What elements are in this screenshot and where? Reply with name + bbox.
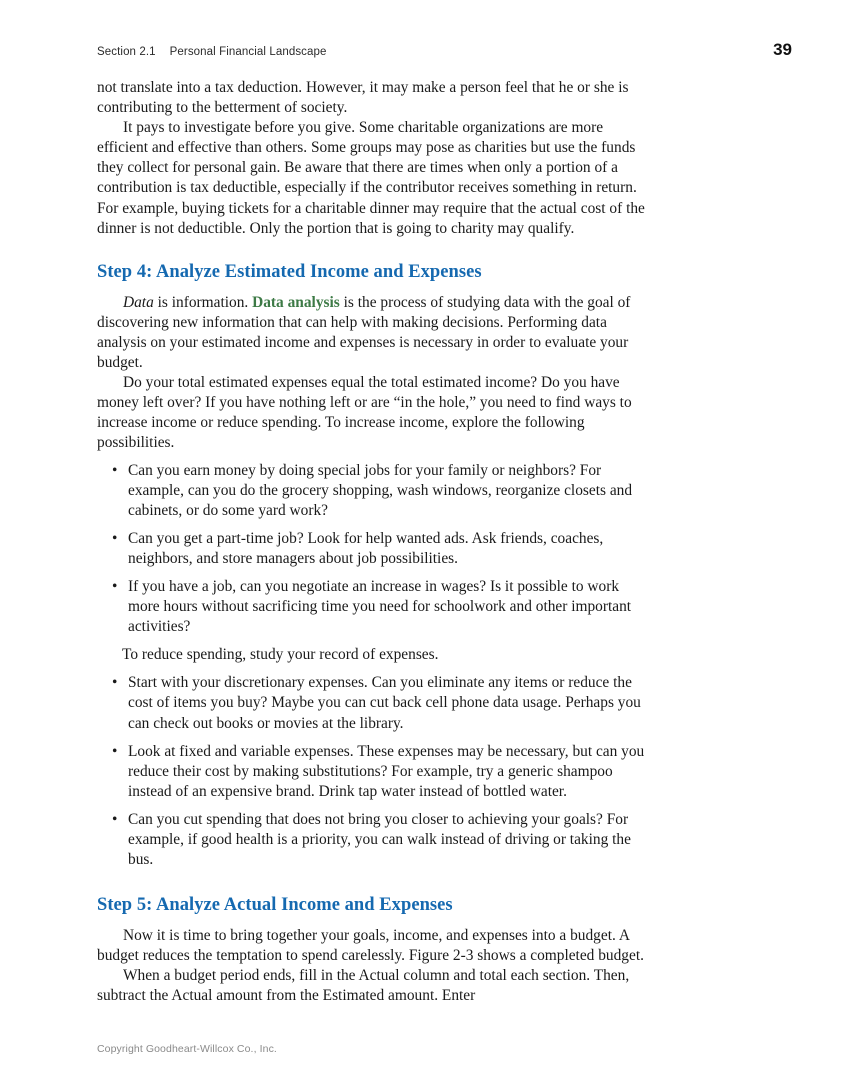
bullet-icon: • — [112, 577, 118, 595]
paragraph-continuation: not translate into a tax deduction. However, it may make a person feel that he or she is contributing to the betterment of society. — [97, 79, 629, 117]
list-item — [97, 529, 653, 569]
list-item — [97, 577, 653, 637]
paragraph-data-analysis-part-b: is the process of studying data with the goal of discovering new information that can help with making decisions. Performing data analysis on your estimated income and expenses is necessary in order to evaluate your budget. — [97, 293, 631, 372]
key-term-data-analysis: Data analysis — [252, 293, 340, 311]
running-head-left — [97, 46, 327, 58]
page-number: 39 — [773, 40, 792, 59]
running-head — [97, 41, 792, 61]
footer-copyright: Copyright Goodheart-Willcox Co., Inc. — [97, 1043, 277, 1055]
list-item — [97, 673, 653, 733]
term-data: Data — [123, 293, 154, 311]
list-item-text: If you have a job, can you negotiate an increase in wages? Is it possible to work more hours without sacrificing time you need for schoolwork and other important activities? — [128, 577, 632, 636]
paragraph-data-analysis — [97, 293, 653, 373]
spacer — [97, 239, 653, 261]
paragraph-data-analysis-part-a: is information. — [153, 293, 253, 311]
spacer — [97, 454, 653, 461]
text-column — [97, 78, 653, 1007]
paragraph-budget-questions: Do your total estimated expenses equal the total estimated income? Do you have money left over? If you have nothing left or are “in the hole,” you need to find ways to increase income or reduce spending. To increase income, explore the following possibilities. — [97, 374, 632, 452]
bullet-icon: • — [112, 674, 118, 692]
spacer — [97, 916, 653, 926]
bullet-icon: • — [112, 742, 118, 760]
list-reduce-spending — [97, 673, 653, 870]
list-item-text: Look at fixed and variable expenses. These expenses may be necessary, but can you reduce their cost by making substitutions? For example, try a generic shampoo instead of an expensive brand. Drink tap water instead of bottled water. — [128, 742, 645, 800]
paragraph-actual-column: When a budget period ends, fill in the Actual column and total each section. Then, subtract the Actual amount from the Estimated amount. Enter — [97, 967, 630, 1005]
heading-step-4: Step 4: Analyze Estimated Income and Expenses — [97, 261, 482, 282]
list-item-text: Start with your discretionary expenses. Can you eliminate any items or reduce the cost of items you buy? Maybe you can cut back cell phone data usage. Perhaps you can check out books or movies at the library. — [128, 674, 641, 732]
spacer — [97, 283, 653, 293]
list-increase-income — [97, 461, 653, 638]
bullet-icon: • — [112, 461, 118, 479]
list-item-text: Can you cut spending that does not bring you closer to achieving your goals? For example, if good health is a priority, you can walk instead of driving or taking the bus. — [128, 810, 631, 869]
paragraph-charities: It pays to investigate before you give. Some charitable organizations are more efficient and effective than others. Some groups may pose as charities but use the funds they collect for personal gain. Be aware that there are times when only a portion of a contribution is tax deductible, especially if the contributor receives something in return. For example, buying tickets for a charitable dinner may require that the actual cost of the dinner is not deductible. Only the portion that is going to charity may qualify. — [97, 119, 645, 237]
spacer — [97, 870, 653, 894]
list-item — [97, 461, 653, 521]
section-title: Personal Financial Landscape — [169, 46, 327, 58]
list-item-text: Can you earn money by doing special jobs for your family or neighbors? For example, can you do the grocery shopping, wash windows, reorganize closets and cabinets, or do some yard work? — [128, 461, 633, 519]
interstitial-reduce-spending: To reduce spending, study your record of expenses. — [122, 646, 439, 664]
section-number: Section 2.1 — [97, 46, 156, 58]
bullet-icon: • — [112, 810, 118, 828]
spacer — [97, 665, 653, 673]
bullet-icon: • — [112, 529, 118, 547]
list-item — [97, 742, 653, 802]
paragraph-budget-figure: Now it is time to bring together your goals, income, and expenses into a budget. A budget reduces the temptation to spend carelessly. Figure 2-3 shows a completed budget. — [97, 927, 644, 965]
list-item — [97, 810, 653, 870]
list-item-text: Can you get a part-time job? Look for help wanted ads. Ask friends, coaches, neighbors, and store managers about job possibilities. — [128, 529, 604, 567]
heading-step-5: Step 5: Analyze Actual Income and Expenses — [97, 895, 453, 916]
